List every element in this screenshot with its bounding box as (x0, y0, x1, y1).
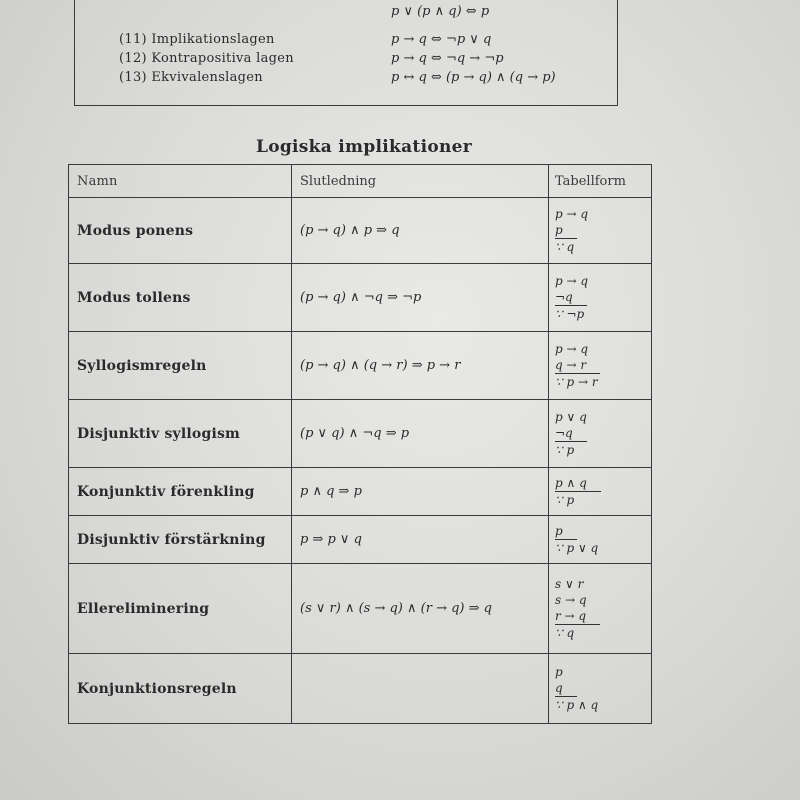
law-formula: p → q ⇔ ¬q → ¬p (391, 51, 504, 66)
premise: s → q (555, 593, 587, 607)
rule-name: Modus tollens (69, 264, 292, 332)
conclusion: ∵ ¬p (555, 307, 585, 321)
table-row (69, 468, 652, 516)
header-tab: Tabellform (549, 165, 652, 198)
premise: q → r (555, 357, 600, 374)
rule-name: Disjunktiv förstärkning (69, 516, 292, 564)
header-name: Namn (69, 165, 292, 198)
law-name: (11) Implikationslagen (119, 32, 275, 47)
table-row (69, 654, 652, 724)
rule-formula: p ∧ q ⇒ p (292, 468, 549, 516)
law-name: (13) Ekvivalenslagen (119, 70, 263, 85)
conclusion: ∵ p ∨ q (555, 541, 599, 555)
tabular-form (549, 516, 652, 564)
tabular-form (549, 198, 652, 264)
law-row (119, 32, 619, 52)
rule-formula: p ⇒ p ∨ q (292, 516, 549, 564)
rule-formula: (p ∨ q) ∧ ¬q ⇒ p (292, 400, 549, 468)
conclusion: ∵ p → r (555, 375, 598, 389)
premise: ¬q (555, 425, 587, 442)
premise: s ∨ r (555, 577, 584, 591)
law-row (119, 51, 619, 71)
rule-formula: (p → q) ∧ p ⇒ q (292, 198, 549, 264)
conclusion: ∵ p (555, 493, 575, 507)
premise: p ∨ q (555, 410, 587, 424)
conclusion: ∵ p (555, 443, 575, 457)
premise: p (555, 222, 577, 239)
law-formula: p ↔ q ⇔ (p → q) ∧ (q → p) (391, 70, 556, 85)
tabular-form (549, 332, 652, 400)
table-row (69, 564, 652, 654)
tabular-form (549, 400, 652, 468)
premise: p ∧ q (555, 475, 601, 492)
table-header-row (69, 165, 652, 198)
premise: p → q (555, 207, 589, 221)
premise: p (555, 665, 563, 679)
table-row (69, 198, 652, 264)
rule-name: Syllogismregeln (69, 332, 292, 400)
rule-name: Konjunktionsregeln (69, 654, 292, 724)
law-formula: p → q ⇔ ¬p ∨ q (391, 32, 492, 47)
conclusion: ∵ p ∧ q (555, 698, 599, 712)
premise: r → q (555, 608, 600, 625)
laws-box (74, 0, 618, 106)
rule-formula: (p → q) ∧ ¬q ⇒ ¬p (292, 264, 549, 332)
table-row (69, 264, 652, 332)
tabular-form (549, 468, 652, 516)
rule-name: Konjunktiv förenkling (69, 468, 292, 516)
rule-name: Modus ponens (69, 198, 292, 264)
law-row (119, 4, 619, 24)
table-row (69, 516, 652, 564)
rule-name: Ellereliminering (69, 564, 292, 654)
premise: p → q (555, 274, 589, 288)
header-rule: Slutledning (292, 165, 549, 198)
rule-name: Disjunktiv syllogism (69, 400, 292, 468)
table-caption: Logiska implikationer (255, 137, 473, 157)
table-row (69, 332, 652, 400)
law-formula: p ∨ (p ∧ q) ⇔ p (391, 4, 490, 19)
premise: p → q (555, 342, 589, 356)
rule-formula (292, 654, 549, 724)
table-row (69, 400, 652, 468)
tabular-form (549, 264, 652, 332)
conclusion: ∵ q (555, 240, 575, 254)
law-row (119, 70, 619, 90)
law-name: (12) Kontrapositiva lagen (119, 51, 294, 66)
conclusion: ∵ q (555, 626, 575, 640)
tabular-form (549, 654, 652, 724)
rule-formula: (p → q) ∧ (q → r) ⇒ p → r (292, 332, 549, 400)
rule-formula: (s ∨ r) ∧ (s → q) ∧ (r → q) ⇒ q (292, 564, 549, 654)
premise: ¬q (555, 289, 587, 306)
premise: p (555, 523, 577, 540)
premise: q (555, 680, 577, 697)
tabular-form (549, 564, 652, 654)
implications-table (68, 164, 652, 724)
